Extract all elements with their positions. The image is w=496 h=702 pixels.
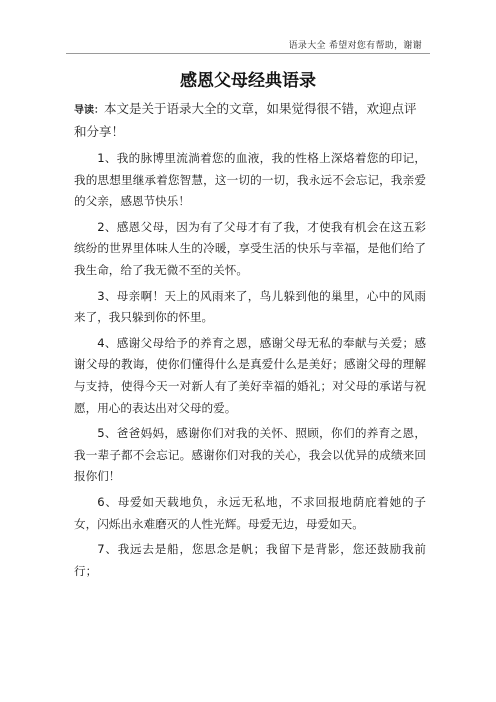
quote-paragraph-7: 7、我远去是船，您思念是帆；我留下是背影，您还鼓励我前行； — [74, 542, 426, 578]
page-title: 感恩父母经典语录 — [180, 71, 316, 91]
header-divider — [66, 53, 430, 54]
intro-text: 本文是关于语录大全的文章，如果觉得很不错，欢迎点评和分享！ — [74, 101, 417, 139]
quote-paragraph-5: 5、爸爸妈妈，感谢你们对我的关怀、照顾，你们的养育之恩，我一辈子都不会忘记。感谢你们对我的关心，我会以优异的成绩来回报你们！ — [74, 426, 426, 484]
quote-paragraph-3: 3、母亲啊！天上的风雨来了，鸟儿躲到他的巢里，心中的风雨来了，我只躲到你的怀里。 — [74, 288, 426, 325]
quote-paragraph-1: 1、我的脉博里流淌着您的血液，我的性格上深烙着您的印记，我的思想里继承着您智慧，这一切的一切，我永远不会忘记，我亲爱的父亲，感恩节快乐！ — [74, 151, 426, 209]
intro-lead: 导读： — [74, 105, 104, 116]
document-body — [74, 148, 426, 586]
header-note: 语录大全 希望对您有帮助，谢谢 — [288, 41, 422, 51]
quote-paragraph-4: 4、感谢父母给予的养育之恩，感谢父母无私的奉献与关爱；感谢父母的教诲，使你们懂得什么是真爱什么是美好；感谢父母的理解与支持，使得今天一对新人有了美好幸福的婚礼；对父母的承诺与祝愿，用心的表达出对父母的爱。 — [74, 335, 426, 415]
intro-paragraph — [74, 98, 426, 142]
quote-paragraph-6: 6、母爱如天载地负，永远无私地，不求回报地荫庇着她的子女，闪烁出永难磨灭的人性光辉。母爱无边，母爱如天。 — [74, 494, 426, 531]
quote-paragraph-2: 2、感恩父母，因为有了父母才有了我，才使我有机会在这五彩缤纷的世界里体味人生的冷暖，享受生活的快乐与幸福，是他们给了我生命，给了我无微不至的关怀。 — [74, 219, 426, 277]
